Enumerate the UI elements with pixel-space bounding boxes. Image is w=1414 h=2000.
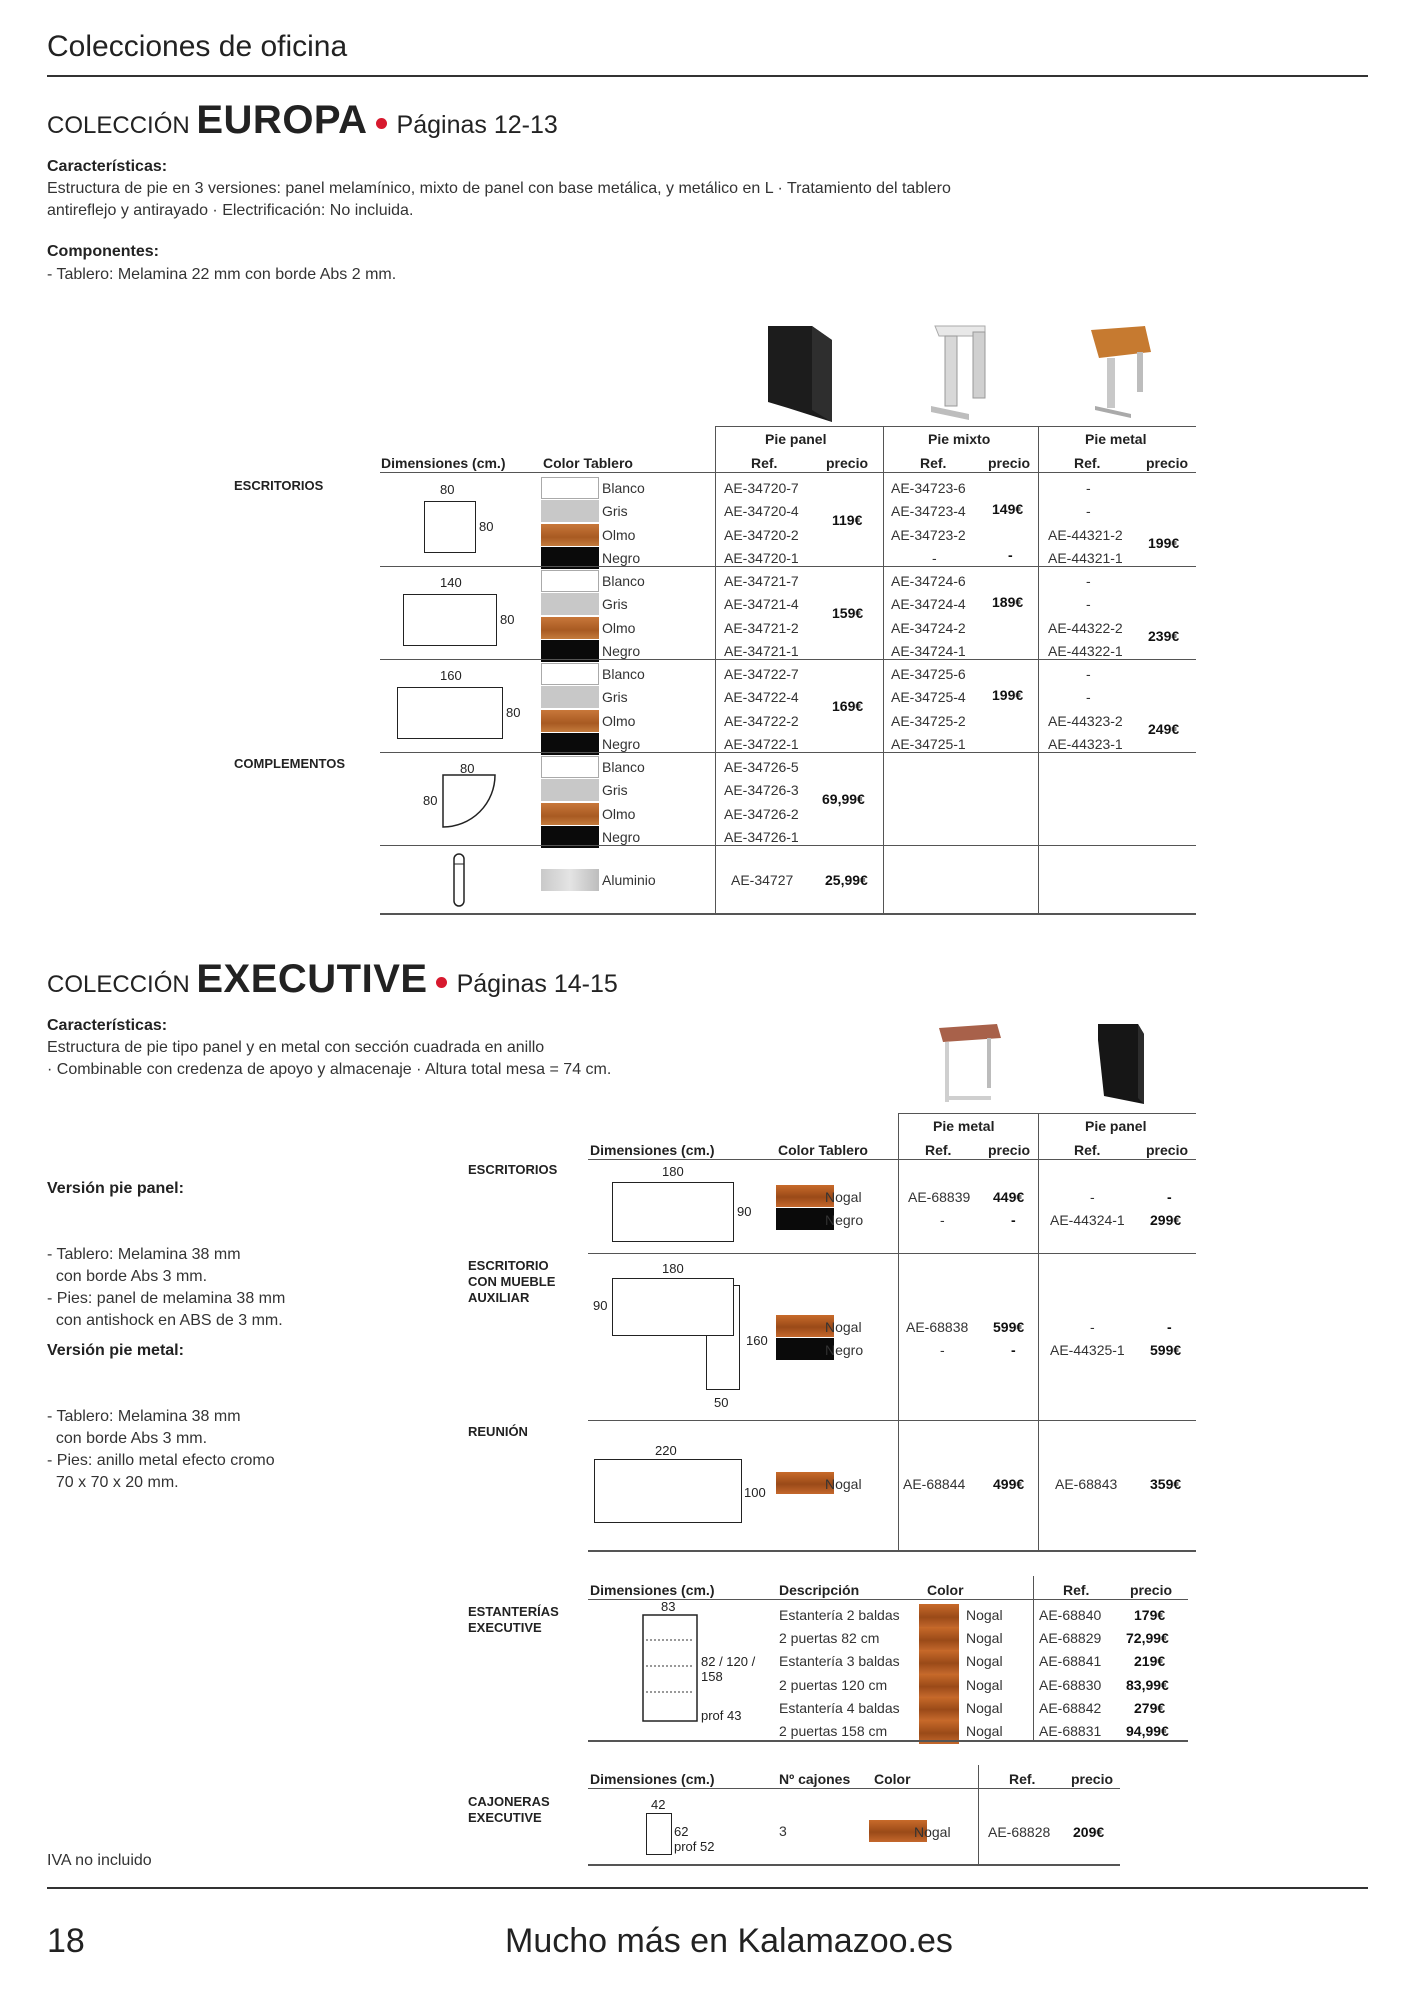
- ref-cell: AE-44323-1: [1048, 735, 1123, 752]
- ref-cell: AE-34722-2: [724, 712, 799, 729]
- shelf-ref: AE-68841: [1039, 1653, 1102, 1670]
- exec-header-rule: [588, 1159, 1196, 1160]
- ref-cell: AE-34726-2: [724, 805, 799, 822]
- col-precio: precio: [1146, 455, 1189, 471]
- color-label: Blanco: [602, 666, 645, 682]
- footer-tagline[interactable]: Mucho más en Kalamazoo.es: [505, 1922, 953, 1960]
- col-dimensiones: Dimensiones (cm.): [590, 1142, 715, 1158]
- color-label: Blanco: [602, 573, 645, 589]
- color-negro: Negro: [825, 1342, 864, 1358]
- ref-cell: AE-34722-1: [724, 735, 799, 752]
- europa-header-rule: [380, 472, 1196, 473]
- shelf-price: 83,99€: [1126, 1676, 1169, 1693]
- shelf-ref: AE-68831: [1039, 1723, 1102, 1739]
- cat-estanterias: ESTANTERÍAS EXECUTIVE: [468, 1604, 559, 1635]
- ref-cell: AE-34726-1: [724, 828, 799, 845]
- drawer-price: 209€: [1073, 1824, 1105, 1840]
- ref-cell: AE-34725-4: [891, 689, 966, 706]
- drawer-header-rule: [588, 1788, 1120, 1789]
- dim-width: 42: [651, 1797, 666, 1812]
- swatch-blanco: [541, 570, 599, 592]
- swatch-nogal: [919, 1604, 959, 1628]
- col-divider: [715, 426, 716, 914]
- europa-bottom-rule: [380, 913, 1196, 915]
- price-cell: -: [1167, 1319, 1172, 1335]
- ref-cell: AE-34723-2: [891, 526, 966, 543]
- shelf-color: Nogal: [966, 1630, 1003, 1647]
- col-color-tablero: Color Tablero: [778, 1142, 868, 1158]
- shelf-color: Nogal: [966, 1723, 1003, 1739]
- drawer-diagram: [646, 1813, 672, 1855]
- col-color-tablero: Color Tablero: [543, 455, 633, 471]
- ref-cell: AE-34725-1: [891, 735, 966, 752]
- col-color: Color: [874, 1771, 911, 1787]
- ref-cell: AE-34720-4: [724, 503, 799, 520]
- shelf-desc: Estantería 3 baldas: [779, 1653, 900, 1670]
- shelf-diagram: [642, 1614, 700, 1724]
- europa-collection-title: [47, 98, 558, 143]
- price-cell: 499€: [993, 1476, 1025, 1492]
- ref-cell: AE-44325-1: [1050, 1342, 1125, 1358]
- exec-pie-metal-image: [935, 1020, 1005, 1108]
- swatch-blanco: [541, 756, 599, 778]
- col-ref: Ref.: [925, 1142, 952, 1158]
- shelf-desc: 2 puertas 82 cm: [779, 1630, 880, 1647]
- version-pie-panel-label: Versión pie panel:: [47, 1180, 184, 1197]
- red-dot-icon: [436, 977, 447, 988]
- shelf-price: 279€: [1134, 1699, 1166, 1716]
- pie-panel-desk-image: [760, 322, 840, 424]
- shelf-desc: 2 puertas 158 cm: [779, 1723, 888, 1739]
- col-precio: precio: [988, 455, 1031, 471]
- color-label: Negro: [602, 735, 641, 752]
- europa-features-label: Características:: [47, 158, 168, 175]
- col-ref: Ref.: [920, 455, 947, 471]
- exec-pie-panel-image: [1090, 1020, 1150, 1108]
- col-dimensiones: Dimensiones (cm.): [381, 455, 506, 471]
- price-cell: 199€: [992, 687, 1024, 703]
- swatch-blanco: [541, 477, 599, 499]
- europa-top-rule: [715, 426, 1196, 427]
- color-label: Blanco: [602, 480, 645, 496]
- group-pie-mixto: Pie mixto: [928, 431, 991, 447]
- desk-180x90-diagram: [612, 1182, 734, 1242]
- shelf-price: 94,99€: [1126, 1723, 1169, 1739]
- color-label: Negro: [602, 549, 641, 566]
- col-divider: [883, 426, 884, 914]
- ref-cell: -: [1086, 596, 1091, 613]
- ref-cell: -: [1090, 1319, 1095, 1335]
- ref-cell: AE-34720-2: [724, 526, 799, 543]
- price-cell: -: [1011, 1342, 1016, 1358]
- desk-160x80-diagram: [397, 687, 503, 739]
- dim-depth: 80: [479, 519, 494, 534]
- page-header-title: Colecciones de oficina: [47, 30, 348, 63]
- dim-width: 160: [440, 668, 462, 683]
- col-ref: Ref.: [1074, 455, 1101, 471]
- ref-cell: AE-34720-1: [724, 549, 799, 566]
- version-pie-panel-text: - Tablero: Melamina 38 mm con borde Abs 3 mm. - Pies: panel de melamina 38 mm con antishock en ABS de 3 mm.: [47, 1246, 286, 1329]
- col-precio: precio: [826, 455, 869, 471]
- ref-cell: AE-34722-7: [724, 666, 799, 682]
- swatch-blanco: [541, 663, 599, 685]
- dim-depth: 90: [593, 1298, 608, 1313]
- ref-cell: AE-34726-5: [724, 759, 799, 775]
- dim-width: 180: [662, 1261, 684, 1276]
- col-descripcion: Descripción: [779, 1582, 860, 1598]
- ref-cell: AE-68838: [906, 1319, 969, 1335]
- ref-cell: AE-68844: [903, 1476, 966, 1492]
- price-cell: 359€: [1150, 1476, 1182, 1492]
- ref-cell: AE-34721-4: [724, 596, 799, 613]
- ref-cell: AE-34724-2: [891, 619, 966, 636]
- row-rule: [380, 659, 1196, 660]
- shelf-height: 82 / 120 / 158: [701, 1654, 756, 1684]
- color-label: Negro: [602, 642, 641, 659]
- color-label: Gris: [602, 782, 628, 799]
- ref-cell: AE-34721-7: [724, 573, 799, 589]
- col-dimensiones: Dimensiones (cm.): [590, 1771, 715, 1787]
- color-label: Olmo: [602, 619, 636, 636]
- page-number: 18: [47, 1922, 85, 1960]
- drawer-color: Nogal: [914, 1824, 951, 1840]
- dim-return-width: 50: [714, 1395, 729, 1410]
- price-cell: 69,99€: [822, 791, 865, 807]
- executive-collection-title: COLECCIÓN EXECUTIVE Páginas 14-15: [47, 957, 618, 1001]
- color-nogal: Nogal: [825, 1189, 862, 1205]
- col-divider: [898, 1113, 899, 1551]
- col-precio: precio: [988, 1142, 1031, 1158]
- dim-width: 140: [440, 575, 462, 590]
- ref-cell: AE-34724-4: [891, 596, 966, 613]
- group-pie-metal: Pie metal: [933, 1118, 995, 1134]
- row-rule: [588, 1420, 1196, 1421]
- swatch-gris: [541, 686, 599, 708]
- price-cell: 189€: [992, 594, 1024, 610]
- swatch-gris: [541, 593, 599, 615]
- collection-pages: Páginas 12-13: [396, 111, 558, 139]
- price-cell: 239€: [1148, 628, 1180, 644]
- cat-cajoneras: CAJONERAS EXECUTIVE: [468, 1794, 550, 1825]
- color-label: Olmo: [602, 805, 636, 822]
- dim-width: 80: [440, 482, 455, 497]
- cat-escritorios: ESCRITORIOS: [468, 1162, 558, 1177]
- col-precio: precio: [1071, 1771, 1114, 1787]
- price-cell: -: [1008, 547, 1013, 563]
- ref-cell: AE-68839: [908, 1189, 971, 1205]
- ref-cell: -: [940, 1212, 945, 1228]
- pie-mixto-desk-image: [925, 322, 995, 424]
- cat-complementos: COMPLEMENTOS: [234, 756, 345, 771]
- swatch-olmo: [541, 710, 599, 732]
- shelf-desc: Estantería 4 baldas: [779, 1699, 900, 1716]
- group-pie-panel: Pie panel: [1085, 1118, 1147, 1134]
- dim-depth: 90: [737, 1204, 752, 1219]
- price-cell: 159€: [832, 605, 864, 621]
- swatch-olmo: [541, 617, 599, 639]
- ref-cell: AE-44322-2: [1048, 619, 1123, 636]
- row-rule: [588, 1550, 1196, 1552]
- price-cell: 249€: [1148, 721, 1180, 737]
- swatch-gris: [541, 500, 599, 522]
- group-pie-metal: Pie metal: [1085, 431, 1147, 447]
- color-negro: Negro: [825, 1212, 864, 1228]
- ref-cell: -: [1090, 1189, 1095, 1205]
- color-label: Olmo: [602, 526, 636, 543]
- shelf-bottom-rule: [588, 1740, 1188, 1742]
- col-color: Color: [927, 1582, 964, 1598]
- ref-cell: AE-44324-1: [1050, 1212, 1125, 1228]
- europa-components-label: Componentes:: [47, 243, 159, 260]
- drawer-dims: 62 prof 52: [674, 1824, 715, 1854]
- ref-cell: AE-44322-1: [1048, 642, 1123, 659]
- shelf-ref: AE-68830: [1039, 1676, 1102, 1693]
- col-precio: precio: [1130, 1582, 1173, 1598]
- col-divider: [978, 1765, 979, 1865]
- col-ref: Ref.: [1074, 1142, 1101, 1158]
- ref-cell: AE-34725-2: [891, 712, 966, 729]
- dim-return-length: 160: [746, 1333, 768, 1348]
- shelf-color: Nogal: [966, 1653, 1003, 1670]
- shelf-ref: AE-68829: [1039, 1630, 1102, 1647]
- europa-features-text: Estructura de pie en 3 versiones: panel melamínico, mixto de panel con base metálica, y metálico en L · Tratamiento del tablero antireflejo y antirayado · Electrificación: No incluida.: [47, 180, 951, 219]
- color-aluminio: Aluminio: [602, 872, 656, 888]
- color-label: Gris: [602, 503, 628, 520]
- swatch-olmo: [541, 803, 599, 825]
- shelf-desc: Estantería 2 baldas: [779, 1607, 900, 1623]
- ref-cell: AE-34723-4: [891, 503, 966, 520]
- row-rule: [380, 752, 1196, 753]
- ref-cell: AE-34724-1: [891, 642, 966, 659]
- group-pie-panel: Pie panel: [765, 431, 827, 447]
- price-cell: 599€: [993, 1319, 1025, 1335]
- row-rule: [380, 845, 1196, 846]
- price-cell: 449€: [993, 1189, 1025, 1205]
- row-rule: [588, 1253, 1196, 1254]
- shelf-price: 219€: [1134, 1653, 1166, 1670]
- col-divider: [1038, 426, 1039, 914]
- shelf-desc: 2 puertas 120 cm: [779, 1676, 888, 1693]
- color-label: Olmo: [602, 712, 636, 729]
- price-cell: 599€: [1150, 1342, 1182, 1358]
- swatch-nogal: [919, 1650, 959, 1674]
- ref-cell: -: [1086, 573, 1091, 589]
- col-divider: [1033, 1576, 1034, 1741]
- ref-cell: AE-34721-1: [724, 642, 799, 659]
- version-pie-metal-text: - Tablero: Melamina 38 mm con borde Abs 3 mm. - Pies: anillo metal efecto cromo 70 x 70 x 20 mm.: [47, 1408, 275, 1491]
- shelf-header-rule: [588, 1599, 1188, 1600]
- iva-note: IVA no incluido: [47, 1852, 152, 1869]
- ref-cell: AE-34726-3: [724, 782, 799, 799]
- executive-features-label: Características:: [47, 1017, 168, 1034]
- shelf-depth: prof 43: [701, 1708, 742, 1723]
- color-label: Gris: [602, 689, 628, 706]
- ref-aluminio: AE-34727: [731, 872, 794, 888]
- shelf-ref: AE-68840: [1039, 1607, 1102, 1623]
- shelf-ref: AE-68842: [1039, 1699, 1102, 1716]
- ref-cell: AE-44321-1: [1048, 549, 1123, 566]
- ref-cell: -: [940, 1342, 945, 1358]
- color-nogal: Nogal: [825, 1319, 862, 1335]
- color-label: Negro: [602, 828, 641, 845]
- dim-width: 220: [655, 1443, 677, 1458]
- shelf-color: Nogal: [966, 1607, 1003, 1623]
- swatch-nogal: [919, 1627, 959, 1651]
- color-label: Gris: [602, 596, 628, 613]
- color-label: Blanco: [602, 759, 645, 775]
- aux-desk-diagram: [612, 1278, 734, 1336]
- price-cell: -: [1011, 1212, 1016, 1228]
- swatch-nogal: [919, 1674, 959, 1698]
- dim-depth: 100: [744, 1485, 766, 1500]
- dim-depth: 80: [506, 705, 521, 720]
- ref-cell: AE-34725-6: [891, 666, 966, 682]
- shelf-color: Nogal: [966, 1676, 1003, 1693]
- ref-cell: AE-34722-4: [724, 689, 799, 706]
- ref-cell: AE-34723-6: [891, 480, 966, 496]
- price-cell: 149€: [992, 501, 1024, 517]
- drawer-ref: AE-68828: [988, 1824, 1051, 1840]
- cat-auxiliar: ESCRITORIO CON MUEBLE AUXILIAR: [468, 1258, 556, 1305]
- ref-cell: AE-44321-2: [1048, 526, 1123, 543]
- red-dot-icon: [376, 118, 387, 129]
- europa-components-text: - Tablero: Melamina 22 mm con borde Abs 2 mm.: [47, 266, 397, 283]
- price-cell: 169€: [832, 698, 864, 714]
- col-dimensiones: Dimensiones (cm.): [590, 1582, 715, 1598]
- exec-top-rule: [898, 1113, 1196, 1114]
- cat-escritorios: ESCRITORIOS: [234, 478, 324, 493]
- aluminio-leg-icon: [448, 852, 472, 908]
- collection-prefix: COLECCIÓN: [47, 112, 190, 139]
- swatch-aluminio: [541, 869, 599, 891]
- collection-name: EUROPA: [196, 98, 368, 142]
- price-cell: 299€: [1150, 1212, 1182, 1228]
- ref-cell: AE-34724-6: [891, 573, 966, 589]
- col-ref: Ref.: [751, 455, 778, 471]
- executive-features-text: Estructura de pie tipo panel y en metal con sección cuadrada en anillo · Combinable con credenza de apoyo y almacenaje · Altura total mesa = 74 cm.: [47, 1039, 612, 1078]
- price-cell: 119€: [832, 512, 863, 528]
- version-pie-metal-label: Versión pie metal:: [47, 1342, 184, 1359]
- ref-cell: AE-34720-7: [724, 480, 799, 496]
- ref-cell: -: [1086, 503, 1091, 520]
- shelf-price: 179€: [1134, 1607, 1166, 1623]
- col-ref: Ref.: [1063, 1582, 1090, 1598]
- ref-cell: AE-44323-2: [1048, 712, 1123, 729]
- dim-width: 180: [662, 1164, 684, 1179]
- ref-cell: -: [1086, 689, 1091, 706]
- cat-reunion: REUNIÓN: [468, 1424, 528, 1439]
- ref-cell: -: [1086, 666, 1091, 682]
- swatch-olmo: [541, 524, 599, 546]
- dim-width: 80: [460, 761, 475, 776]
- row-rule: [380, 566, 1196, 567]
- footer-rule: [47, 1887, 1368, 1889]
- price-aluminio: 25,99€: [825, 872, 868, 888]
- price-cell: -: [1167, 1189, 1172, 1205]
- pie-metal-desk-image: [1085, 322, 1155, 424]
- ref-cell: AE-68843: [1055, 1476, 1118, 1492]
- dim-depth: 80: [423, 793, 438, 808]
- col-precio: precio: [1146, 1142, 1189, 1158]
- ref-cell: AE-34721-2: [724, 619, 799, 636]
- corner-connector-diagram: [441, 773, 497, 829]
- swatch-nogal: [919, 1697, 959, 1721]
- swatch-gris: [541, 779, 599, 801]
- ref-cell: -: [1086, 480, 1091, 496]
- col-ref: Ref.: [1009, 1771, 1036, 1787]
- shelf-price: 72,99€: [1126, 1630, 1169, 1647]
- meeting-220x100-diagram: [594, 1459, 742, 1523]
- shelf-color: Nogal: [966, 1699, 1003, 1716]
- header-rule: [47, 75, 1368, 77]
- drawer-bottom-rule: [588, 1864, 1120, 1866]
- price-cell: 199€: [1148, 535, 1180, 551]
- color-nogal: Nogal: [825, 1476, 862, 1492]
- desk-140x80-diagram: [403, 594, 497, 646]
- desk-80x80-diagram: [424, 501, 476, 553]
- dim-depth: 80: [500, 612, 515, 627]
- col-n-cajones: Nº cajones: [779, 1771, 851, 1787]
- col-divider: [1038, 1113, 1039, 1551]
- ref-cell: -: [932, 549, 937, 566]
- dim-width: 83: [661, 1599, 676, 1614]
- drawer-count: 3: [779, 1823, 787, 1839]
